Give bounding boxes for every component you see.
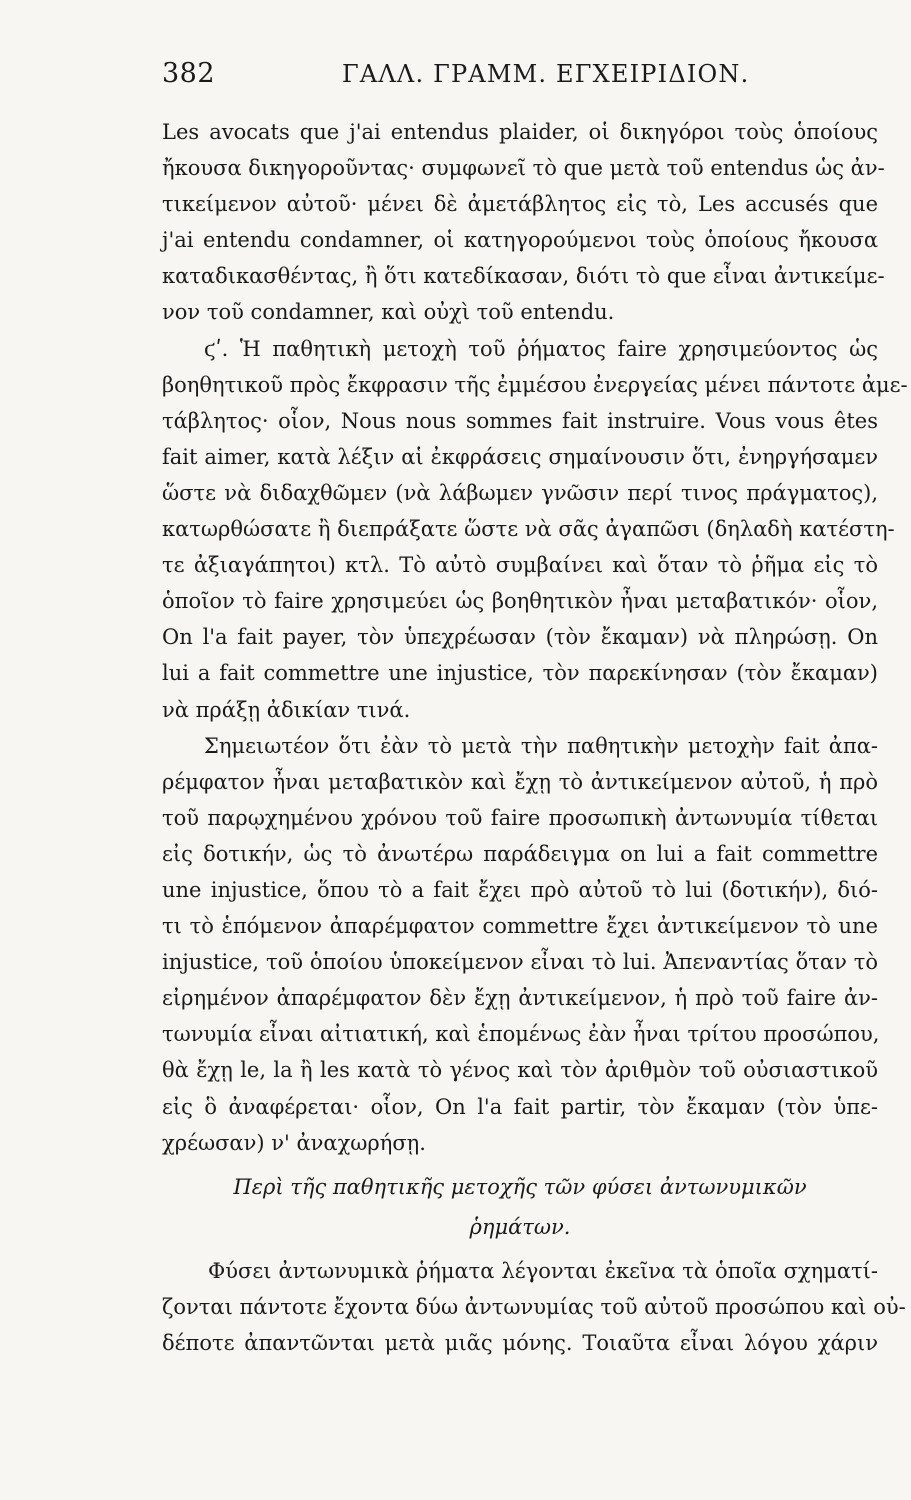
section-heading-continuation: ῥημάτων. xyxy=(469,1214,571,1239)
text-line: j'ai entendu condamner, οἱ κατηγορούμενοι τοὺς ὁποίους ἤκουσα xyxy=(162,228,878,253)
text-line: εἰς ὃ ἀναφέρεται· οἷον, On l'a fait partir, τὸν ἔκαμαν (τὸν ὑπε- xyxy=(162,1094,878,1119)
text-line: une injustice, ὅπου τὸ a fait ἔχει πρὸ αὐτοῦ τὸ lui (δοτικήν), διό- xyxy=(162,877,878,902)
text-line: τοῦ παρῳχημένου χρόνου τοῦ faire προσωπικὴ ἀντωνυμία τίθεται xyxy=(162,805,878,830)
text-line: τε ἀξιαγάπητοι) κτλ. Τὸ αὐτὸ συμβαίνει καὶ ὅταν τὸ ῥῆμα εἰς τὸ xyxy=(162,553,878,578)
text-line: ὁποῖον τὸ faire χρησιμεύει ὡς βοηθητικὸν ἦναι μεταβατικόν· οἷον, xyxy=(162,589,878,614)
page-header xyxy=(162,58,878,98)
text-line: Les avocats que j'ai entendus plaider, οἱ δικηγόροι τοὺς ὁποίους xyxy=(162,120,878,144)
text-line: ἤκουσα δικηγοροῦντας· συμφωνεῖ τὸ que μετὰ τοῦ entendus ὡς ἀν- xyxy=(162,156,885,181)
text-line: τικείμενον αὐτοῦ· μένει δὲ ἀμετάβλητος εἰς τὸ, Les accusés que xyxy=(162,192,878,217)
page-number: 382 xyxy=(162,58,216,89)
running-title: ΓΑΛΛ. ΓΡΑΜΜ. ΕΓΧΕΙΡΙΔΙΟΝ. xyxy=(342,60,750,88)
text-line: ϛʹ. Ἡ παθητικὴ μετοχὴ τοῦ ῥήματος faire χρησιμεύοντος ὡς xyxy=(204,336,878,361)
text-line: τι τὸ ἑπόμενον ἀπαρέμφατον commettre ἔχει ἀντικείμενον τὸ une xyxy=(162,914,878,939)
text-line: ζονται πάντοτε ἔχοντα δύω ἀντωνυμίας τοῦ αὐτοῦ προσώπου καὶ οὐ- xyxy=(162,1294,906,1319)
section-heading: Περὶ τῆς παθητικῆς μετοχῆς τῶν φύσει ἀντωνυμικῶν xyxy=(233,1174,807,1199)
text-line: θὰ ἔχῃ le, la ἢ les κατὰ τὸ γένος καὶ τὸν ἀριθμὸν τοῦ οὐσιαστικοῦ xyxy=(162,1058,878,1083)
text-line: κατωρθώσατε ἢ διεπράξατε ὥστε νὰ σᾶς ἀγαπῶσι (δηλαδὴ κατέστη- xyxy=(162,517,895,542)
text-line: νὰ πράξῃ ἀδικίαν τινά. xyxy=(162,697,411,722)
text-line: Φύσει ἀντωνυμικὰ ῥήματα λέγονται ἐκεῖνα τὰ ὁποῖα σχηματί- xyxy=(208,1258,878,1283)
text-line: Σημειωτέον ὅτι ἐὰν τὸ μετὰ τὴν παθητικὴν μετοχὴν fait ἀπα- xyxy=(204,733,878,758)
text-line: On l'a fait payer, τὸν ὑπεχρέωσαν (τὸν ἔκαμαν) νὰ πληρώσῃ. On xyxy=(162,625,878,650)
text-line: ρέμφατον ἦναι μεταβατικὸν καὶ ἔχῃ τὸ ἀντικείμενον αὐτοῦ, ἡ πρὸ xyxy=(162,769,878,794)
text-line: injustice, τοῦ ὁποίου ὑποκείμενον εἶναι τὸ lui. Ἀπεναντίας ὅταν τὸ xyxy=(162,950,878,975)
text-line: ὥστε νὰ διδαχθῶμεν (νὰ λάβωμεν γνῶσιν περί τινος πράγματος), xyxy=(162,480,878,505)
text-line: fait aimer, κατὰ λέξιν αἱ ἐκφράσεις σημαίνουσιν ὅτι, ἐνηργήσαμεν xyxy=(162,444,878,469)
text-line: εἰρημένον ἀπαρέμφατον δὲν ἔχῃ ἀντικείμενον, ἡ πρὸ τοῦ faire ἀν- xyxy=(162,986,878,1011)
text-line: νον τοῦ condamner, καὶ οὐχὶ τοῦ entendu. xyxy=(162,300,615,325)
text-line: καταδικασθέντας, ἢ ὅτι κατεδίκασαν, διότι τὸ que εἶναι ἀντικείμε- xyxy=(162,264,885,289)
text-line: εἰς δοτικήν, ὡς τὸ ἀνωτέρω παράδειγμα on lui a fait commettre xyxy=(162,841,878,866)
text-line: χρέωσαν) ν' ἀναχωρήσῃ. xyxy=(162,1130,426,1155)
text-line: τωνυμία εἶναι αἰτιατική, καὶ ἑπομένως ἐὰν ἦναι τρίτου προσώπου, xyxy=(162,1022,880,1047)
text-line: lui a fait commettre une injustice, τὸν παρεκίνησαν (τὸν ἔκαμαν) xyxy=(162,661,878,686)
page-body xyxy=(162,114,908,1361)
text-line: δέποτε ἀπαντῶνται μετὰ μιᾶς μόνης. Τοιαῦτα εἶναι λόγου χάριν xyxy=(162,1330,878,1355)
text-line: τάβλητος· οἷον, Nous nous sommes fait instruire. Vous vous êtes xyxy=(162,408,878,433)
text-line: βοηθητικοῦ πρὸς ἔκφρασιν τῆς ἐμμέσου ἐνεργείας μένει πάντοτε ἀμε- xyxy=(162,372,908,397)
